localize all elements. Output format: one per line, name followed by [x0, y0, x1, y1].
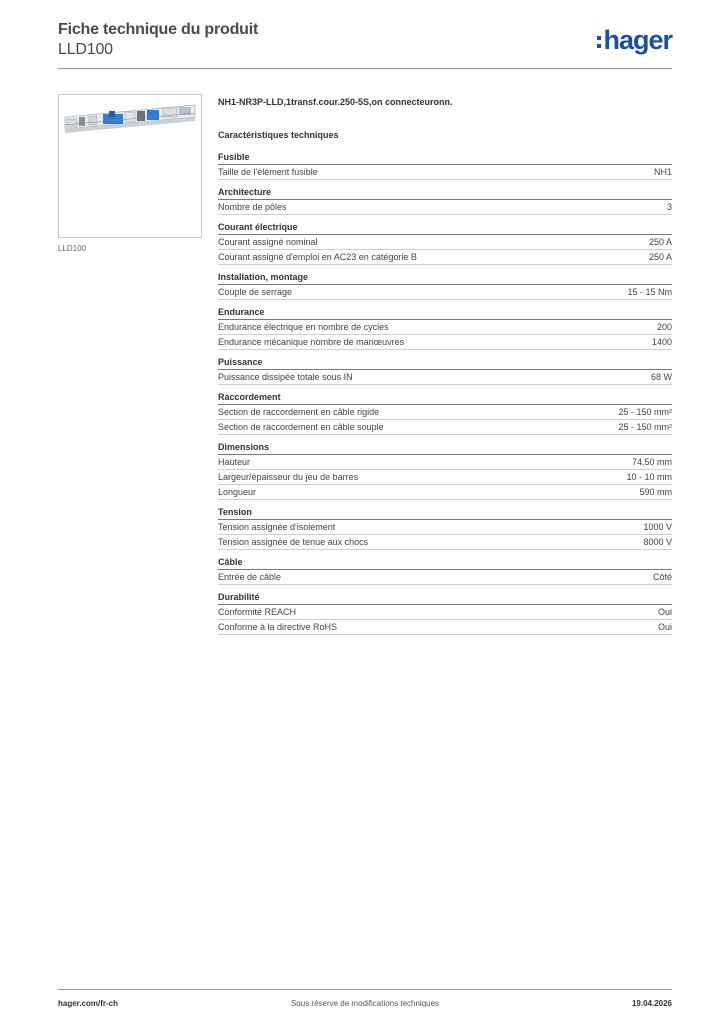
spec-value: 1000 V [643, 522, 672, 532]
spec-label: Nombre de pôles [218, 202, 287, 212]
spec-label: Courant assigné nominal [218, 237, 318, 247]
spec-label: Tension assignée d'isolement [218, 522, 336, 532]
spec-value: 250 A [648, 252, 672, 262]
hager-logo [597, 26, 672, 54]
footer-website: hager.com/fr-ch [58, 999, 119, 1008]
product-image [58, 94, 202, 238]
logo-colon-icon [597, 36, 601, 48]
spec-row [218, 605, 672, 620]
section-title: Endurance [218, 306, 672, 320]
section-title: Courant électrique [218, 221, 672, 235]
spec-row [218, 455, 672, 470]
spec-value: Oui [657, 622, 672, 632]
logo-wordmark: hager [603, 25, 672, 55]
spec-label: Couple de serrage [218, 287, 293, 297]
section-title: Puissance [218, 356, 672, 370]
tech-heading: Caractéristiques techniques [218, 130, 339, 140]
spec-value: Oui [657, 607, 672, 617]
document-title: Fiche technique du produit [58, 21, 259, 38]
spec-value: 25 - 150 mm² [618, 422, 672, 432]
spec-label: Largeur/épaisseur du jeu de barres [218, 472, 359, 482]
section-title: Câble [218, 556, 672, 570]
spec-label: Hauteur [218, 457, 251, 467]
spec-row [218, 370, 672, 385]
header-divider [58, 68, 672, 69]
spec-label: Endurance mécanique nombre de manœuvres [218, 337, 405, 347]
spec-row [218, 200, 672, 215]
section-title: Raccordement [218, 391, 672, 405]
spec-row [218, 620, 672, 635]
spec-section [218, 186, 672, 215]
spec-label: Conformité REACH [218, 607, 297, 617]
spec-value: 200 [656, 322, 672, 332]
footer-date: 19.04.2026 [631, 999, 672, 1008]
spec-section [218, 356, 672, 385]
spec-label: Tension assignée de tenue aux chocs [218, 537, 369, 547]
spec-row [218, 520, 672, 535]
spec-label: Taille de l'élément fusible [218, 167, 318, 177]
spec-label: Section de raccordement en câble rigide [218, 407, 380, 417]
spec-section [218, 306, 672, 350]
section-title: Dimensions [218, 441, 672, 455]
section-title: Architecture [218, 186, 672, 200]
section-title: Durabilité [218, 591, 672, 605]
spec-row [218, 405, 672, 420]
spec-row [218, 570, 672, 585]
spec-value: 8000 V [643, 537, 672, 547]
spec-label: Entrée de câble [218, 572, 282, 582]
spec-label: Longueur [218, 487, 257, 497]
spec-content [218, 96, 672, 635]
spec-label: Endurance électrique en nombre de cycles [218, 322, 389, 332]
spec-value: 25 - 150 mm² [618, 407, 672, 417]
spec-value: NH1 [653, 167, 672, 177]
spec-row [218, 250, 672, 265]
spec-row [218, 285, 672, 300]
spec-section [218, 151, 672, 180]
image-caption: LLD100 [58, 244, 87, 253]
spec-section [218, 506, 672, 550]
spec-section [218, 441, 672, 500]
product-reference: LLD100 [58, 41, 113, 58]
spec-row [218, 335, 672, 350]
spec-row [218, 470, 672, 485]
page-footer [58, 994, 672, 1008]
spec-row [218, 320, 672, 335]
spec-section [218, 391, 672, 435]
spec-sections [218, 151, 672, 635]
spec-section [218, 556, 672, 585]
footer-disclaimer: Sous réserve de modifications techniques [290, 999, 440, 1008]
spec-value: 250 A [648, 237, 672, 247]
section-title: Fusible [218, 151, 672, 165]
spec-value: 10 - 10 mm [626, 472, 672, 482]
spec-row [218, 485, 672, 500]
spec-value: 3 [666, 202, 672, 212]
spec-label: Puissance dissipée totale sous IN [218, 372, 353, 382]
spec-value: 74.50 mm [631, 457, 672, 467]
spec-value: 15 - 15 Nm [627, 287, 672, 297]
section-title: Tension [218, 506, 672, 520]
section-title: Installation, montage [218, 271, 672, 285]
spec-value: 1400 [651, 337, 672, 347]
spec-label: Conforme à la directive RoHS [218, 622, 338, 632]
spec-value: 590 mm [639, 487, 672, 497]
page-header [58, 20, 672, 64]
spec-section [218, 591, 672, 635]
spec-label: Section de raccordement en câble souple [218, 422, 384, 432]
spec-value: Côté [652, 572, 672, 582]
spec-row [218, 535, 672, 550]
product-description: NH1-NR3P-LLD,1transf.cour.250-5S,on connecteuronn. [218, 97, 453, 107]
footer-divider [58, 989, 672, 990]
spec-row [218, 165, 672, 180]
spec-section [218, 221, 672, 265]
spec-row [218, 420, 672, 435]
spec-section [218, 271, 672, 300]
spec-row [218, 235, 672, 250]
spec-label: Courant assigné d'emploi en AC23 en catégorie B [218, 252, 417, 262]
product-photo-icon [59, 95, 201, 237]
spec-value: 68 W [650, 372, 672, 382]
